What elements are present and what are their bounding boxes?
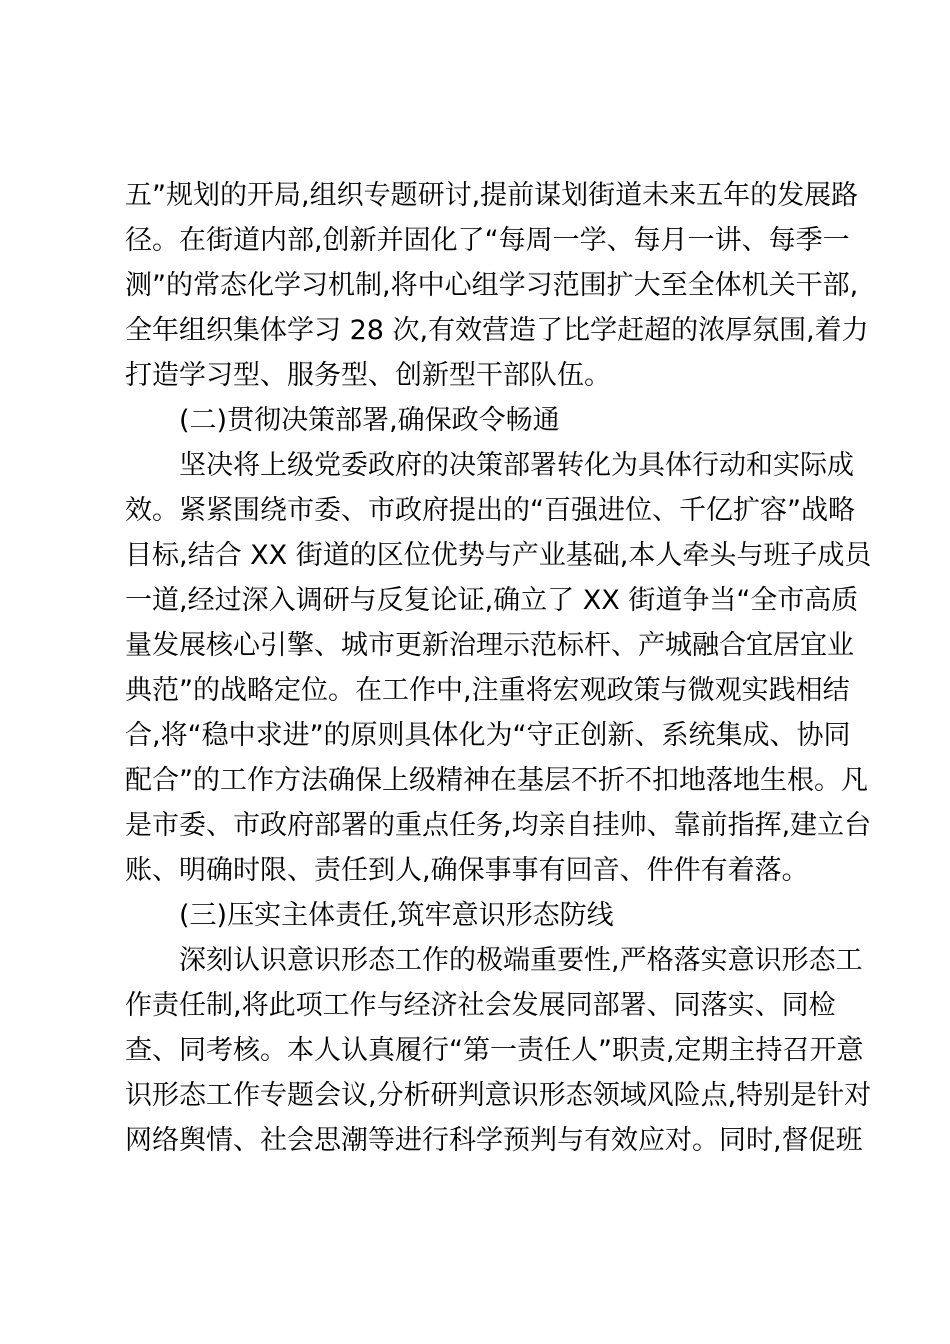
text-line: 测”的常态化学习机制,将中心组学习范围扩大至全体机关干部, — [125, 270, 859, 301]
text-line: 账、明确时限、责任到人,确保事事有回音、件件有着落。 — [125, 855, 809, 886]
text-line: 是市委、市政府部署的重点任务,均亲自挂帅、靠前指挥,建立台 — [125, 810, 872, 841]
text-line: 五”规划的开局,组织专题研讨,提前谋划街道未来五年的发展路 — [125, 180, 859, 211]
section-heading: (三)压实主体责任,筑牢意识形态防线 — [179, 900, 614, 931]
text-line: 一道,经过深入调研与反复论证,确立了 XX 街道争当“全市高质 — [125, 585, 859, 616]
text-line: 效。紧紧围绕市委、市政府提出的“百强进位、千亿扩容”战略 — [125, 495, 855, 526]
text-line: 合,将“稳中求进”的原则具体化为“守正创新、系统集成、协同 — [125, 720, 851, 751]
text-line: 配合”的工作方法确保上级精神在基层不折不扣地落地生根。凡 — [125, 765, 868, 796]
text-line: 坚决将上级党委政府的决策部署转化为具体行动和实际成 — [179, 450, 854, 481]
text-line: 目标,结合 XX 街道的区位优势与产业基础,本人牵头与班子成员 — [125, 540, 872, 571]
text-line: 网络舆情、社会思潮等进行科学预判与有效应对。同时,督促班 — [125, 1125, 863, 1156]
text-line: 查、同考核。本人认真履行“第一责任人”职责,定期主持召开意 — [125, 1035, 864, 1066]
text-line: 径。在街道内部,创新并固化了“每周一学、每月一讲、每季一 — [125, 225, 850, 256]
text-line: 典范”的战略定位。在工作中,注重将宏观政策与微观实践相结 — [125, 675, 850, 706]
document-body — [125, 173, 872, 1163]
text-line: 识形态工作专题会议,分析研判意识形态领域风险点,特别是针对 — [125, 1080, 872, 1111]
section-heading: (二)贯彻决策部署,确保政令畅通 — [179, 405, 560, 436]
text-line: 深刻认识意识形态工作的极端重要性,严格落实意识形态工 — [179, 945, 863, 976]
text-line: 打造学习型、服务型、创新型干部队伍。 — [125, 360, 611, 391]
text-line: 量发展核心引擎、城市更新治理示范标杆、产城融合宜居宜业 — [125, 630, 854, 661]
text-line: 作责任制,将此项工作与经济社会发展同部署、同落实、同检 — [125, 990, 836, 1021]
text-line: 全年组织集体学习 28 次,有效营造了比学赶超的浓厚氛围,着力 — [125, 315, 869, 346]
